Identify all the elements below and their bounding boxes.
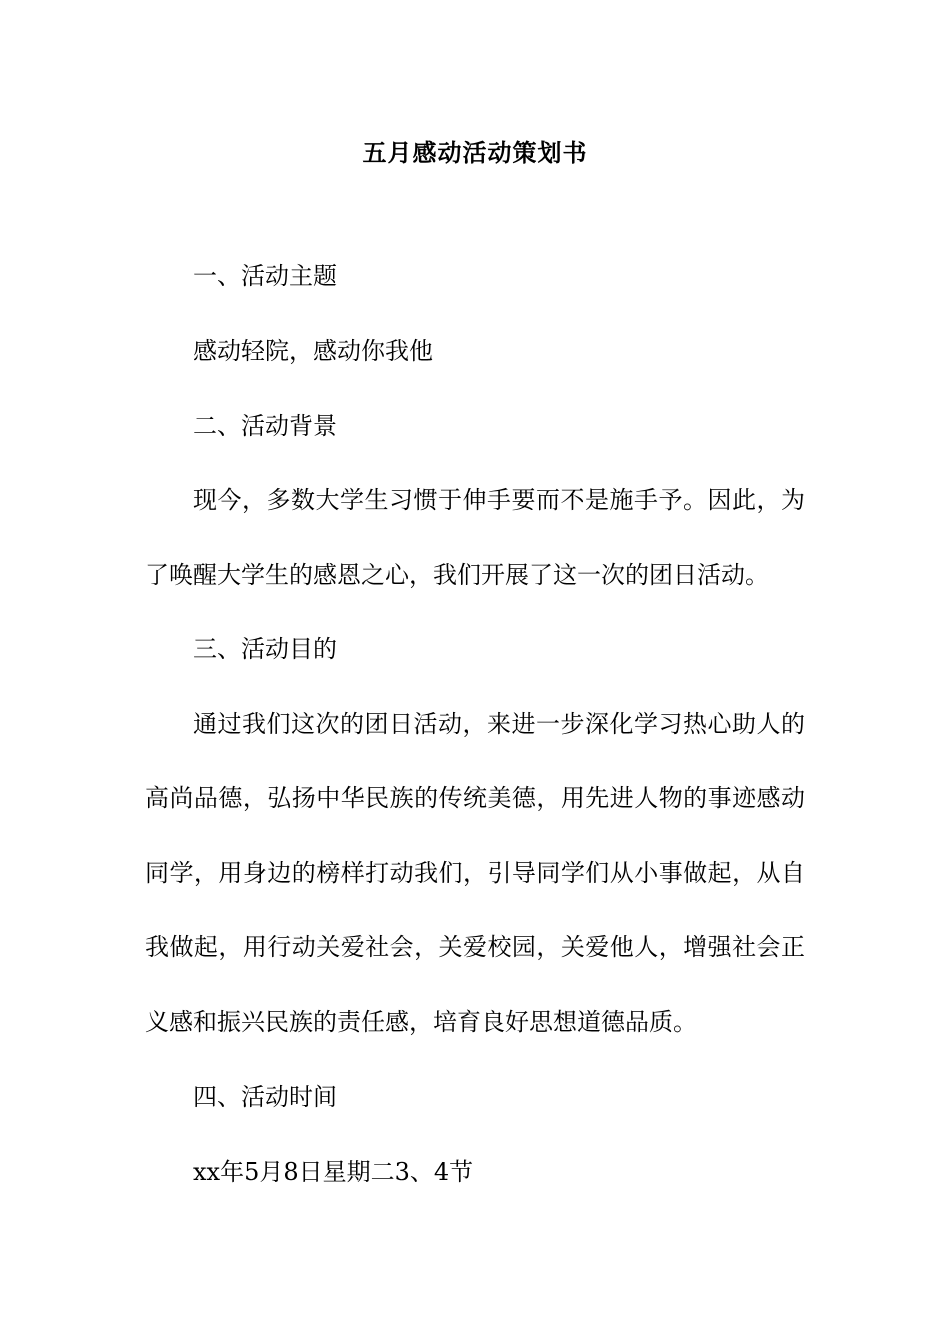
section-heading-theme: 一、活动主题	[193, 262, 337, 290]
background-line-1: 现今，多数大学生习惯于伸手要而不是施手予。因此，为	[193, 486, 805, 514]
section-heading-time: 四、活动时间	[193, 1083, 337, 1111]
theme-text: 感动轻院，感动你我他	[193, 337, 433, 365]
purpose-line-1: 通过我们这次的团日活动，来进一步深化学习热心助人的	[193, 710, 805, 738]
section-heading-purpose: 三、活动目的	[193, 635, 337, 663]
time-text: xx年5月8日星期二3、4节	[193, 1158, 474, 1186]
purpose-line-2: 高尚品德，弘扬中华民族的传统美德，用先进人物的事迹感动	[145, 784, 805, 812]
purpose-line-3: 同学，用身边的榜样打动我们，引导同学们从小事做起，从自	[145, 859, 805, 887]
document-title: 五月感动活动策划书	[362, 138, 588, 167]
purpose-line-5: 义感和振兴民族的责任感，培育良好思想道德品质。	[145, 1008, 697, 1036]
purpose-line-4: 我做起，用行动关爱社会，关爱校园，关爱他人，增强社会正	[145, 933, 805, 961]
background-line-2: 了唤醒大学生的感恩之心，我们开展了这一次的团日活动。	[145, 561, 769, 589]
section-heading-background: 二、活动背景	[193, 412, 337, 440]
